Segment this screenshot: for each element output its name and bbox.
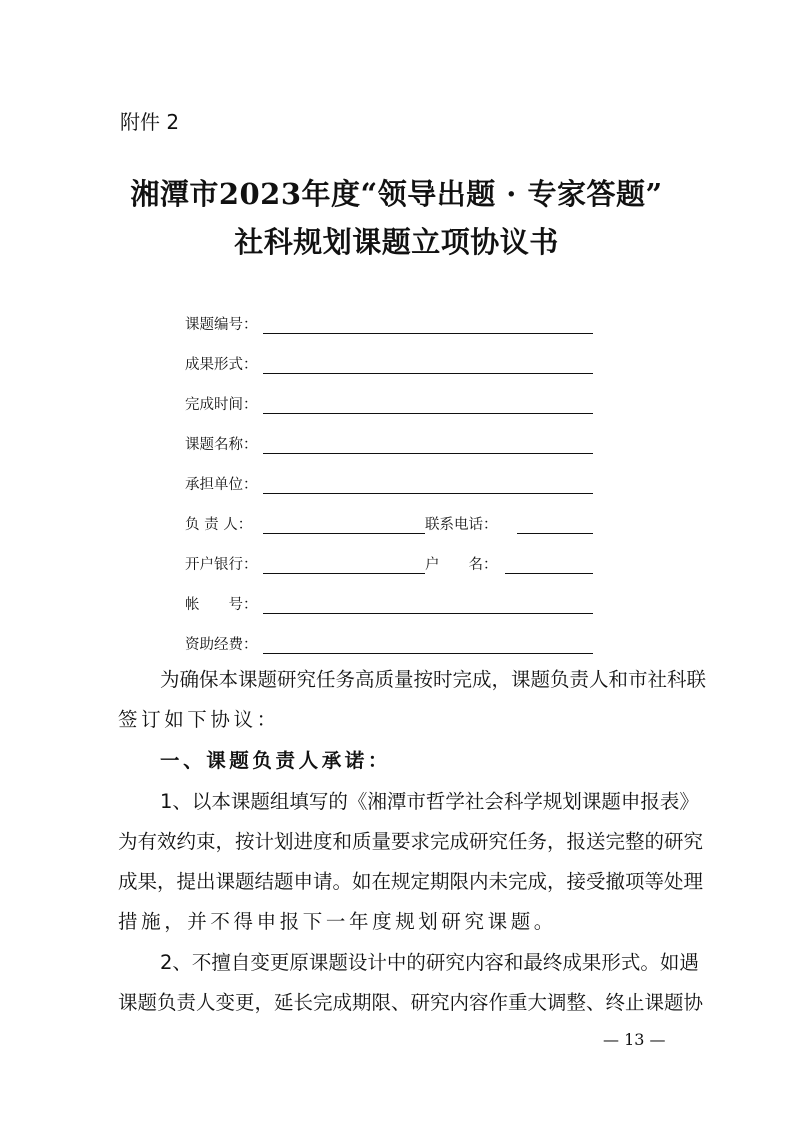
paragraph-line: 签订如下协议： xyxy=(118,708,280,731)
paragraph-line: 为有效约束，按计划进度和质量要求完成研究任务，报送完整的研究 xyxy=(118,830,704,853)
paragraph-line: 成果，提出课题结题申请。如在规定期限内未完成，接受撤项等处理 xyxy=(118,870,704,893)
section-heading: 一、课题负责人承诺： xyxy=(160,749,392,772)
form-row-result-form xyxy=(185,350,593,374)
label: 联系电话： xyxy=(425,517,498,533)
form-row-leader xyxy=(185,510,593,534)
label: 完成时间： xyxy=(185,397,258,413)
attachment-label: 附件 2 xyxy=(120,110,180,134)
document-title-line1: 湘潭市2023年度“领导出题 · 专家答题” xyxy=(130,177,663,211)
form-row-project-name xyxy=(185,430,593,454)
label: 承担单位： xyxy=(185,477,258,493)
paragraph-line: 2、不擅自变更原课题设计中的研究内容和最终成果形式。如遇 xyxy=(160,951,699,974)
label: 帐 号： xyxy=(185,597,258,613)
label: 负 责 人： xyxy=(185,517,253,533)
fill-line[interactable] xyxy=(505,555,593,574)
form-row-unit xyxy=(185,470,593,494)
form-row-completion-time xyxy=(185,390,593,414)
page-number: — 13 — xyxy=(603,1030,666,1049)
label: 课题名称： xyxy=(185,437,258,453)
label: 户 名： xyxy=(425,557,498,573)
form-row-account-no xyxy=(185,590,593,614)
label: 资助经费： xyxy=(185,637,258,653)
document-title-line2: 社科规划课题立项协议书 xyxy=(234,225,559,259)
fill-line[interactable] xyxy=(263,515,425,534)
fill-line[interactable] xyxy=(263,475,593,494)
fill-line[interactable] xyxy=(263,315,593,334)
fill-line[interactable] xyxy=(263,595,593,614)
fill-line[interactable] xyxy=(263,435,593,454)
label: 课题编号： xyxy=(185,317,258,333)
label: 开户银行： xyxy=(185,557,258,573)
fill-line[interactable] xyxy=(263,395,593,414)
form-row-funding xyxy=(185,630,593,654)
label: 成果形式： xyxy=(185,357,258,373)
paragraph-line: 1、以本课题组填写的《湘潭市哲学社会科学规划课题申报表》 xyxy=(160,790,699,813)
paragraph-line: 课题负责人变更，延长完成期限、研究内容作重大调整、终止课题协 xyxy=(118,991,704,1014)
paragraph-line: 措施，并不得申报下一年度规划研究课题。 xyxy=(118,910,557,933)
form-row-bank xyxy=(185,550,593,574)
fill-line[interactable] xyxy=(263,355,593,374)
paragraph-line: 为确保本课题研究任务高质量按时完成，课题负责人和市社科联 xyxy=(160,668,707,691)
form-row-project-no xyxy=(185,310,593,334)
fill-line[interactable] xyxy=(517,515,593,534)
fill-line[interactable] xyxy=(263,555,425,574)
fill-line[interactable] xyxy=(263,635,593,654)
